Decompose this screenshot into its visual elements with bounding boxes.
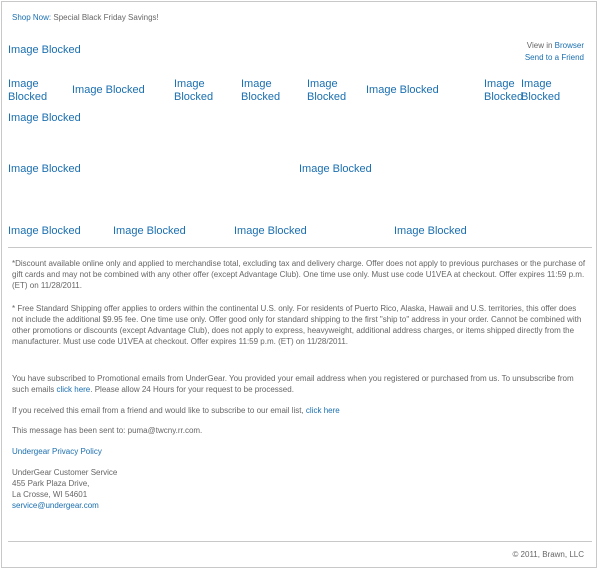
subscribe-notice: If you received this email from a friend and would like to subscribe to our email list, click here (12, 406, 340, 415)
privacy-policy-link[interactable]: Undergear Privacy Policy (12, 447, 102, 456)
promo-image-left[interactable]: Image Blocked (8, 163, 81, 175)
promo-text: Special Black Friday Savings! (51, 13, 159, 22)
promo-line (12, 12, 159, 23)
nav-image-6[interactable]: Image Blocked (366, 84, 439, 96)
send-to-friend-link[interactable]: Send to a Friend (524, 53, 584, 62)
nav-image-3[interactable]: Image Blocked (174, 78, 214, 103)
nav-image-8[interactable]: Image Blocked (521, 78, 561, 103)
product-image-2[interactable]: Image Blocked (113, 225, 186, 237)
product-image-3[interactable]: Image Blocked (234, 225, 307, 237)
address-line-2: 455 Park Plaza Drive, (12, 479, 90, 488)
privacy-policy-link-row (12, 446, 586, 457)
product-image-1[interactable]: Image Blocked (8, 225, 81, 237)
address-block (12, 467, 586, 511)
nav-image-5[interactable]: Image Blocked (307, 78, 347, 103)
nav-image-7[interactable]: Image Blocked (484, 78, 524, 103)
nav-image-4[interactable]: Image Blocked (241, 78, 281, 103)
promo-image-right[interactable]: Image Blocked (299, 163, 372, 175)
view-in-browser-link[interactable]: Browser (554, 41, 584, 50)
product-image-4[interactable]: Image Blocked (394, 225, 467, 237)
shop-now-link[interactable]: Shop Now: (12, 13, 52, 22)
logo-image-blocked[interactable]: Image Blocked (8, 44, 81, 56)
view-in-label: View in (526, 41, 555, 50)
sent-to-text: This message has been sent to: puma@twcny.rr.com. (12, 426, 203, 435)
nav-image-1[interactable]: Image Blocked (8, 78, 48, 103)
hero-image-blocked[interactable]: Image Blocked (8, 112, 81, 124)
address-line-3: La Crosse, WI 54601 (12, 490, 88, 499)
subscription-notice: You have subscribed to Promotional emails from UnderGear. You provided your email address when you registered or purchased from us. To unsubscribe from such emails click here. Please allow 24 Hours for your request to be processed. (12, 374, 574, 394)
service-email-link[interactable]: service@undergear.com (12, 501, 99, 510)
shipping-disclaimer: * Free Standard Shipping offer applies to orders within the continental U.S. only. For residents of Puerto Rico, Alaska, Hawaii and U.S. territories, this offer does not include the additional $9.95 fee. One time use only. Offer good only for standard shipping to the first "ship to" address in your order. Cannot be combined with other promotions or discounts (except Advantage Club), does not apply to express, heavyweight, additional address charges, or items shipped directly from the manufacturer. Must use code U1VEA at checkout. Offer expires 11:59 p.m. (ET) on 11/28/2011. (12, 304, 582, 346)
nav-image-2[interactable]: Image Blocked (72, 84, 145, 96)
address-line-1: UnderGear Customer Service (12, 468, 118, 477)
divider-top (8, 247, 592, 248)
discount-disclaimer: *Discount available online only and applied to merchandise total, excluding tax and delivery charge. Offer does not apply to previous purchases or the purchase of gift cards and may not be combined with any other offer (except Advantage Club). One time use only. Must use code U1VEA at checkout. Offer expires 11:59 p.m. (ET) on 11/28/2011. (12, 259, 586, 290)
header-links (525, 40, 584, 64)
divider-bottom (8, 541, 592, 542)
copyright-text: © 2011, Brawn, LLC (512, 550, 584, 559)
unsubscribe-link[interactable]: click here (56, 385, 91, 394)
subscribe-link[interactable]: click here (305, 406, 340, 415)
